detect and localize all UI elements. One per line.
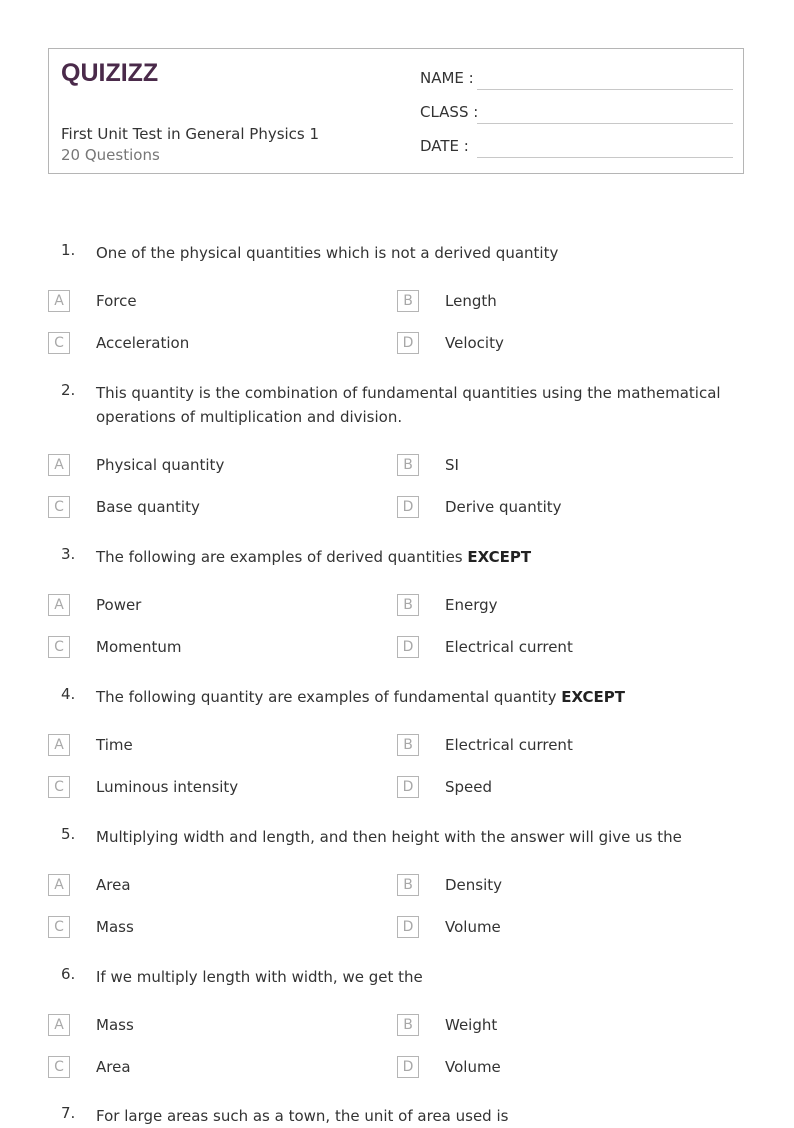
option-a-box: A [48, 454, 70, 476]
option-d-box: D [397, 776, 419, 798]
option-a-text: Physical quantity [96, 456, 225, 474]
option-b-box: B [397, 734, 419, 756]
question-number: 4. [61, 685, 76, 703]
option-b-text: Length [445, 292, 497, 310]
option-a-box: A [48, 594, 70, 616]
option-c-box: C [48, 496, 70, 518]
class-label: CLASS : [420, 103, 479, 121]
option-d-text: Volume [445, 1058, 501, 1076]
question-count: 20 Questions [61, 146, 160, 164]
name-line [477, 89, 733, 90]
class-line [477, 123, 733, 124]
option-c-box: C [48, 636, 70, 658]
option-d-box: D [397, 636, 419, 658]
option-d-text: Volume [445, 918, 501, 936]
option-a-box: A [48, 1014, 70, 1036]
option-c-box: C [48, 332, 70, 354]
option-d-text: Velocity [445, 334, 504, 352]
option-c-box: C [48, 776, 70, 798]
option-b-text: Density [445, 876, 503, 894]
option-d-box: D [397, 332, 419, 354]
option-a-text: Power [96, 596, 142, 614]
option-c-text: Acceleration [96, 334, 190, 352]
option-b-box: B [397, 874, 419, 896]
question-text: This quantity is the combination of fundamental quantities using the mathematical operations of multiplication and division. [96, 384, 721, 426]
name-field [420, 69, 733, 91]
question-text: The following quantity are examples of fundamental quantity EXCEPT [96, 688, 625, 706]
option-b-text: Weight [445, 1016, 498, 1034]
date-field [420, 137, 733, 159]
option-c-text: Momentum [96, 638, 182, 656]
option-b-text: Electrical current [445, 736, 573, 754]
question-text: Multiplying width and length, and then height with the answer will give us the [96, 828, 682, 846]
option-b-box: B [397, 594, 419, 616]
option-a-text: Time [96, 736, 133, 754]
date-label: DATE : [420, 137, 469, 155]
question-text: One of the physical quantities which is not a derived quantity [96, 244, 559, 262]
date-line [477, 157, 733, 158]
option-c-text: Luminous intensity [96, 778, 239, 796]
question-number: 5. [61, 825, 76, 843]
name-label: NAME : [420, 69, 474, 87]
question-text: If we multiply length with width, we get the [96, 968, 423, 986]
quizizz-logo: QUIZIZZ [61, 59, 159, 87]
test-title: First Unit Test in General Physics 1 [61, 125, 320, 143]
option-b-box: B [397, 1014, 419, 1036]
option-b-box: B [397, 290, 419, 312]
option-a-text: Area [96, 876, 131, 894]
option-a-box: A [48, 290, 70, 312]
option-d-box: D [397, 496, 419, 518]
option-d-box: D [397, 916, 419, 938]
option-d-text: Speed [445, 778, 493, 796]
option-c-text: Base quantity [96, 498, 200, 516]
question-number: 6. [61, 965, 76, 983]
question-number: 7. [61, 1104, 76, 1122]
option-d-text: Derive quantity [445, 498, 562, 516]
option-a-text: Force [96, 292, 137, 310]
class-field [420, 103, 733, 125]
option-b-box: B [397, 454, 419, 476]
option-a-box: A [48, 874, 70, 896]
option-c-text: Area [96, 1058, 131, 1076]
question-number: 3. [61, 545, 76, 563]
option-a-box: A [48, 734, 70, 756]
option-d-box: D [397, 1056, 419, 1078]
option-d-text: Electrical current [445, 638, 573, 656]
option-c-box: C [48, 1056, 70, 1078]
question-text: For large areas such as a town, the unit of area used is [96, 1107, 509, 1125]
worksheet-header [48, 48, 744, 174]
question-text: The following are examples of derived quantities EXCEPT [96, 548, 532, 566]
option-c-box: C [48, 916, 70, 938]
option-b-text: SI [445, 456, 459, 474]
question-number: 1. [61, 241, 76, 259]
question-number: 2. [61, 381, 76, 399]
option-c-text: Mass [96, 918, 134, 936]
option-a-text: Mass [96, 1016, 134, 1034]
option-b-text: Energy [445, 596, 498, 614]
